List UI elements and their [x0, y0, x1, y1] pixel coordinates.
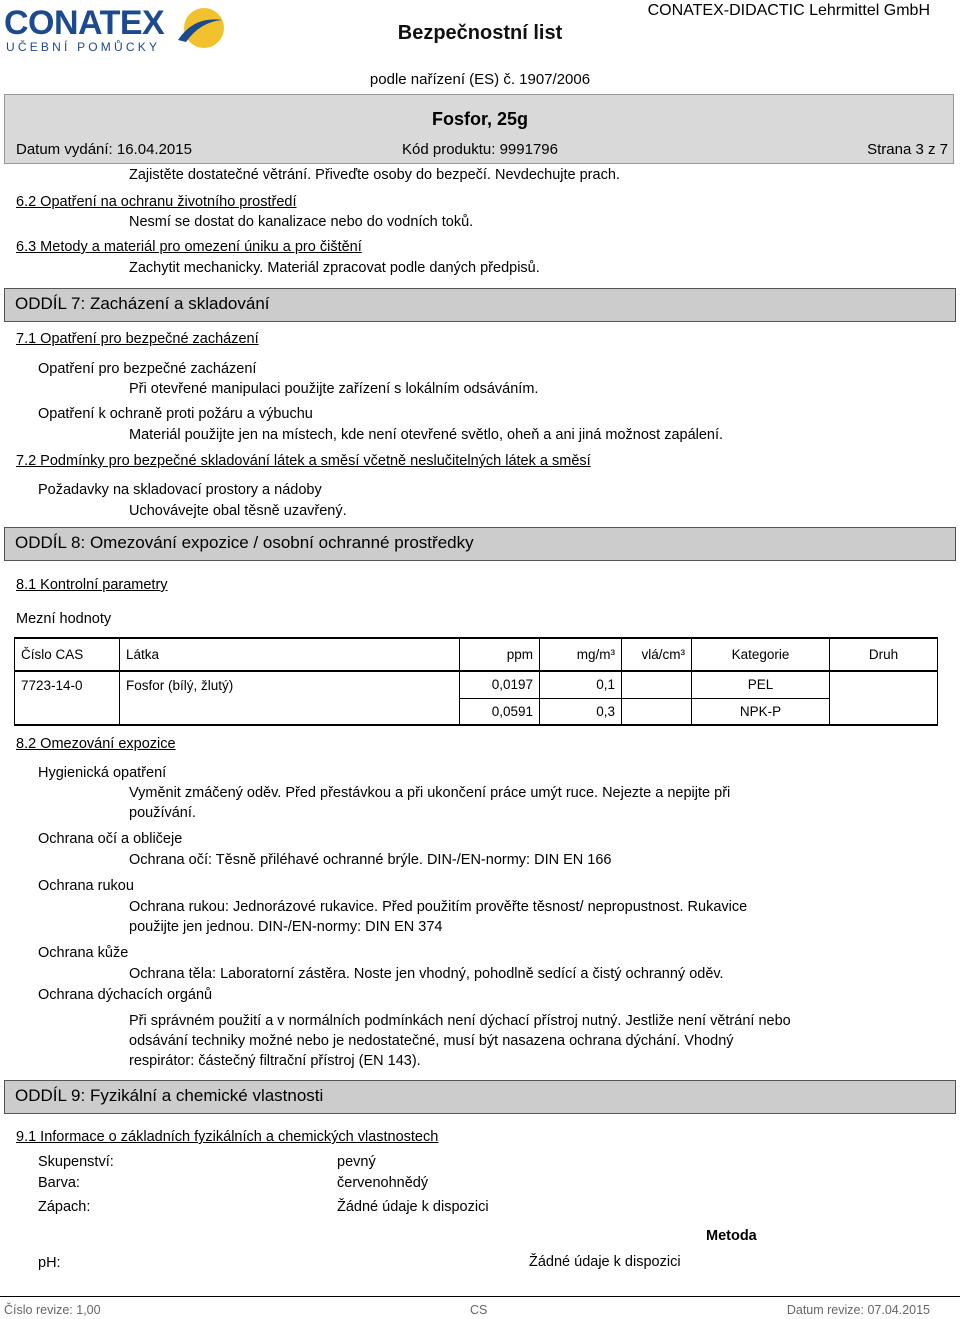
eye-protection-text: Ochrana očí: Těsně přiléhavé ochranné brýle. DIN-/EN-normy: DIN EN 166 [129, 852, 612, 868]
s6-3-text: Zachytit mechanicky. Materiál zpracovat podle daných předpisů. [129, 260, 540, 276]
color-value: červenohnědý [337, 1175, 429, 1191]
col-mgm3: mg/m³ [540, 638, 622, 671]
product-code: Kód produktu: 9991796 [402, 141, 558, 158]
s7-label-storage: Požadavky na skladovací prostory a nádoby [38, 482, 322, 498]
document-title: Bezpečnostní list [397, 22, 563, 44]
cell-cas: 7723-14-0 [15, 671, 120, 698]
logo-text: CONATEX [4, 4, 165, 42]
s7-text-fire: Materiál použijte jen na místech, kde není otevřené světlo, oheň a ani jiná možnost zapálení. [129, 427, 724, 443]
hygiene-label: Hygienická opatření [38, 765, 167, 781]
hand-protection-text-1: Ochrana rukou: Jednorázové rukavice. Před použitím prověřte těsnost/ nepropustnost. Rukavice [129, 899, 748, 915]
col-cas: Číslo CAS [15, 638, 120, 671]
regulation: podle nařízení (ES) č. 1907/2006 [369, 71, 591, 88]
cell-flcm3 [622, 671, 692, 698]
respiratory-text-2: odsávání techniky možné nebo je nedostatečné, musí být nasazena ochrana dýchání. Vhodný [129, 1033, 734, 1049]
s6-2-text: Nesmí se dostat do kanalizace nebo do vodních toků. [129, 214, 474, 230]
s6-text-1: Zajistěte dostatečné větrání. Přiveďte osoby do bezpečí. Nevdechujte prach. [129, 167, 620, 183]
s9-1-heading: 9.1 Informace o základních fyzikálních a chemických vlastnostech [16, 1129, 439, 1145]
logo-subtitle: UČEBNÍ POMŮCKY [6, 40, 161, 54]
hand-protection-text-2: použijte jen jednou. DIN-/EN-normy: DIN EN 374 [129, 919, 443, 935]
col-flcm3: vlá/cm³ [622, 638, 692, 671]
state-label: Skupenství: [38, 1154, 114, 1170]
table-row [15, 671, 938, 698]
s6-3-heading: 6.3 Metody a materiál pro omezení úniku a pro čištění [16, 239, 362, 255]
cell-ppm: 0,0591 [460, 698, 540, 725]
respiratory-label: Ochrana dýchacích orgánů [38, 987, 213, 1003]
cell-category: NPK-P [692, 698, 830, 725]
col-category: Kategorie [692, 638, 830, 671]
limits-label: Mezní hodnoty [16, 611, 112, 627]
s8-2-heading: 8.2 Omezování expozice [16, 736, 176, 752]
cell-type [830, 671, 938, 698]
cell-substance [120, 698, 460, 725]
section-7-title [4, 288, 956, 322]
table-header-row [15, 638, 938, 671]
method-label: Metoda [706, 1228, 757, 1244]
section-9-title-text: ODDÍL 9: Fyzikální a chemické vlastnosti [15, 1086, 324, 1105]
col-ppm: ppm [460, 638, 540, 671]
section-8-title [4, 527, 956, 561]
cell-substance: Fosfor (bílý, žlutý) [120, 671, 460, 698]
section-7-title-text: ODDÍL 7: Zacházení a skladování [15, 294, 270, 313]
s7-2-heading: 7.2 Podmínky pro bezpečné skladování látek a směsí včetně neslučitelných látek a směsí [16, 453, 591, 469]
section-9-title [4, 1080, 956, 1114]
section-8-title-text: ODDÍL 8: Omezování expozice / osobní ochranné prostředky [15, 533, 474, 552]
color-label: Barva: [38, 1175, 80, 1191]
s7-1-heading: 7.1 Opatření pro bezpečné zacházení [16, 331, 259, 347]
cell-category: PEL [692, 671, 830, 698]
s7-text-storage: Uchovávejte obal těsně uzavřený. [129, 503, 347, 519]
revision-date: Datum revize: 07.04.2015 [786, 1303, 930, 1317]
odor-value: Žádné údaje k dispozici [337, 1199, 489, 1215]
ph-label: pH: [38, 1255, 61, 1271]
product-name: Fosfor, 25g [431, 109, 529, 129]
revision-number: Číslo revize: 1,00 [4, 1303, 101, 1317]
cell-type [830, 698, 938, 725]
cell-ppm: 0,0197 [460, 671, 540, 698]
odor-label: Zápach: [38, 1199, 91, 1215]
page-number: Strana 3 z 7 [867, 141, 948, 158]
hand-protection-label: Ochrana rukou [38, 878, 134, 894]
issue-date: Datum vydání: 16.04.2015 [16, 141, 192, 158]
col-type: Druh [830, 638, 938, 671]
skin-protection-label: Ochrana kůže [38, 945, 129, 961]
cell-mgm3: 0,3 [540, 698, 622, 725]
col-substance: Látka [120, 638, 460, 671]
cell-cas [15, 698, 120, 725]
s7-label-fire: Opatření k ochraně proti požáru a výbuchu [38, 406, 313, 422]
company-name: CONATEX-DIDACTIC Lehrmittel GmbH [647, 2, 930, 19]
cell-flcm3 [622, 698, 692, 725]
s6-2-heading: 6.2 Opatření na ochranu životního prostředí [16, 194, 297, 210]
s8-1-heading: 8.1 Kontrolní parametry [16, 577, 168, 593]
state-value: pevný [337, 1154, 376, 1170]
s7-label-handling: Opatření pro bezpečné zacházení [38, 361, 257, 377]
skin-protection-text: Ochrana těla: Laboratorní zástěra. Noste jen vhodný, pohodlně sedící a čistý ochranný oděv. [129, 966, 724, 982]
cell-mgm3: 0,1 [540, 671, 622, 698]
respiratory-text-3: respirátor: částečný filtrační přístroj (EN 143). [129, 1053, 421, 1069]
respiratory-text-1: Při správném použití a v normálních podmínkách není dýchací přístroj nutný. Jestliže není větrání nebo [129, 1013, 791, 1029]
footer-divider [0, 1296, 960, 1297]
ph-value: Žádné údaje k dispozici [529, 1254, 681, 1270]
hygiene-text-2: používání. [129, 805, 196, 821]
table-row [15, 698, 938, 725]
hygiene-text-1: Vyměnit zmáčený oděv. Před přestávkou a při ukončení práce umýt ruce. Nejezte a nepijte při [129, 785, 731, 801]
eye-protection-label: Ochrana očí a obličeje [38, 831, 183, 847]
limit-values-table [14, 637, 938, 726]
language-code: CS [470, 1303, 488, 1317]
s7-text-handling: Při otevřené manipulaci použijte zařízení s lokálním odsáváním. [129, 381, 539, 397]
